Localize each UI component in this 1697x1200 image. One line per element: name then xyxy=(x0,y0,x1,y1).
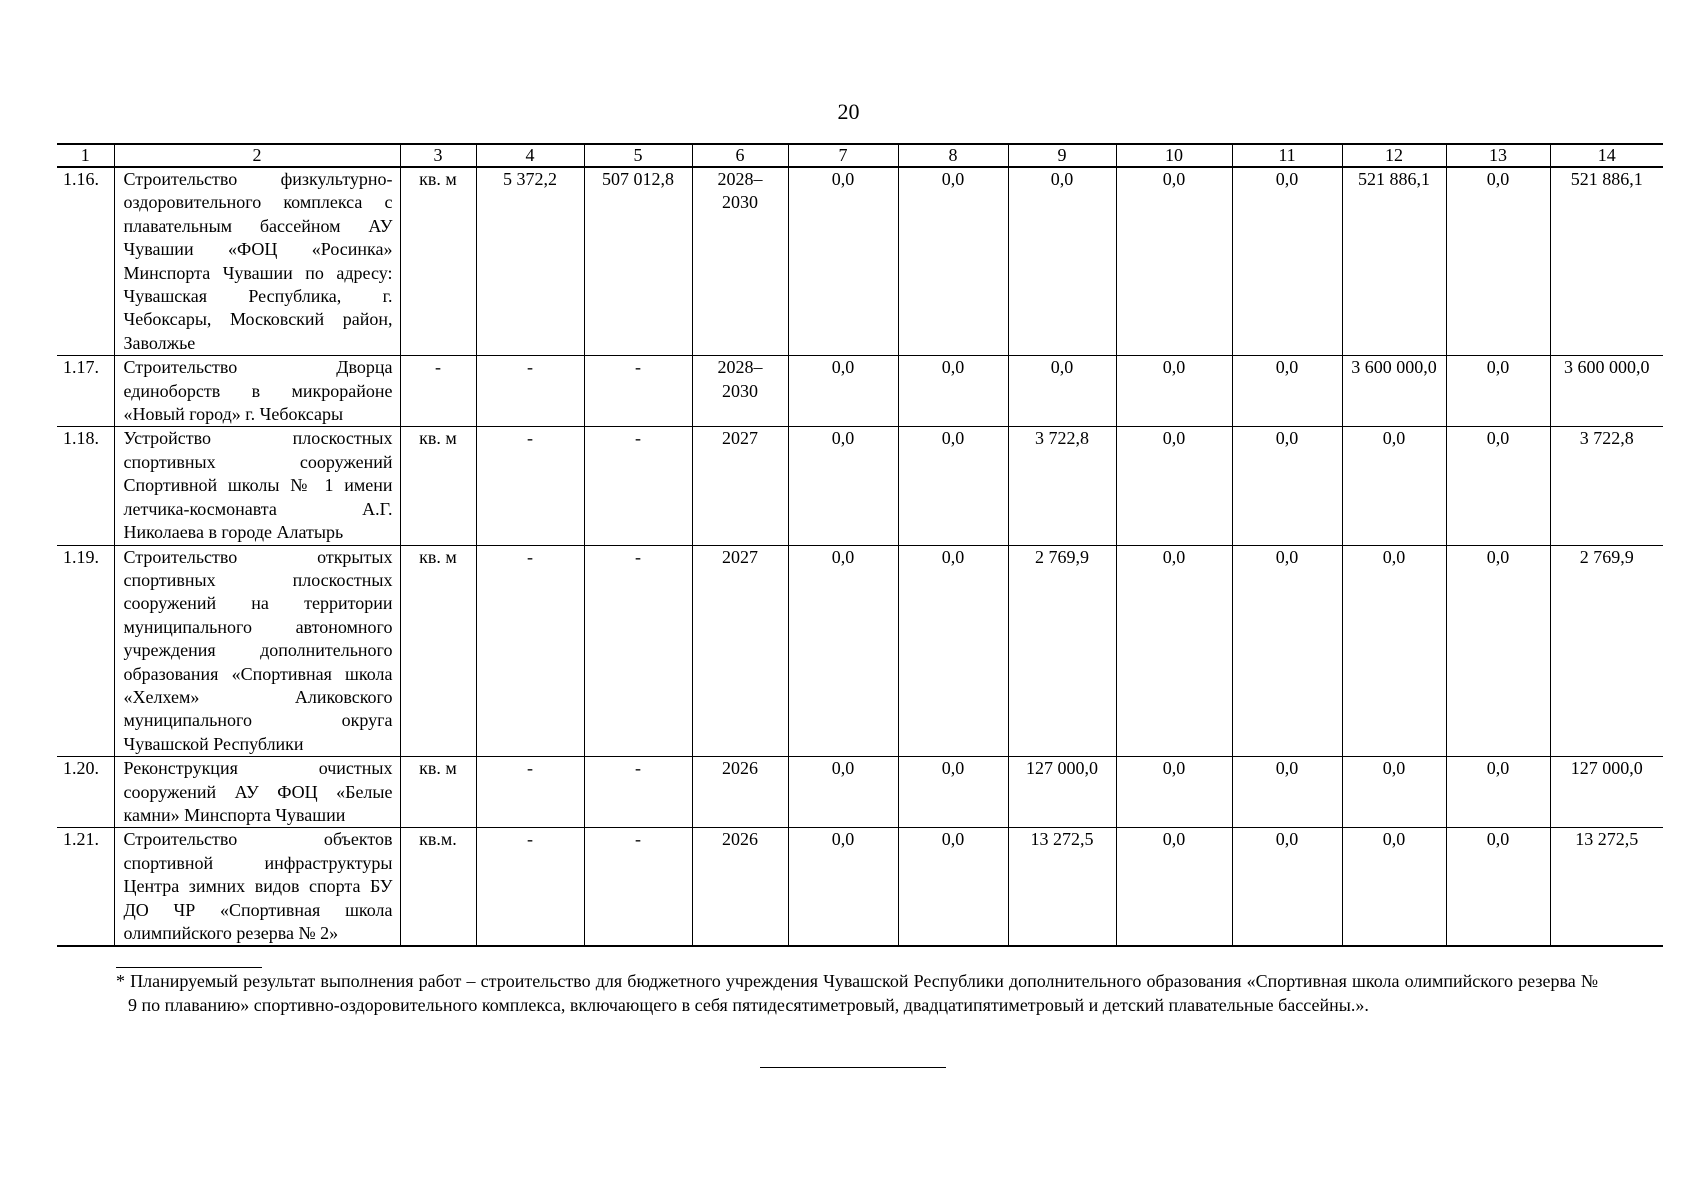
investment-table xyxy=(57,143,1663,947)
value-cell: 0,0 xyxy=(1342,757,1446,828)
page-number: 20 xyxy=(837,99,860,124)
value-cell: 0,0 xyxy=(1232,757,1342,828)
table-row xyxy=(57,828,1663,947)
value-cell: 0,0 xyxy=(1446,167,1550,356)
value-cell: 0,0 xyxy=(1232,356,1342,427)
value-cell: 0,0 xyxy=(1116,828,1232,947)
period-cell: 2026 xyxy=(692,757,788,828)
value-cell: 3 600 000,0 xyxy=(1342,356,1446,427)
value-cell: 0,0 xyxy=(898,757,1008,828)
footnote: * Планируемый результат выполнения работ – строительство для бюджетного учреждения Чувашской Республики дополнительного образования «Спортивная школа олимпийского резерва № 9 по плаванию» спортивно-оздоровительного комплекса, включающего в себя пятидесятиметровый, двадцатипятиметровый и детский плавательные бассейны.». xyxy=(116,971,1598,1015)
object-name: Реконструкция очистных сооружений АУ ФОЦ «Белые камни» Минспорта Чувашии xyxy=(114,757,400,828)
value-cell: 0,0 xyxy=(788,757,898,828)
row-number: 1.18. xyxy=(57,427,114,545)
value-cell: 0,0 xyxy=(1116,167,1232,356)
capacity-cell: - xyxy=(476,828,584,947)
unit-cell: кв. м xyxy=(400,427,476,545)
unit-cell: кв. м xyxy=(400,757,476,828)
value-cell: 0,0 xyxy=(788,545,898,757)
value-cell: 0,0 xyxy=(898,356,1008,427)
total-cell: 2 769,9 xyxy=(1550,545,1663,757)
value-cell: 0,0 xyxy=(1446,356,1550,427)
period-cell: 2028–2030 xyxy=(692,167,788,356)
object-name: Строительство открытых спортивных плоскостных сооружений на территории муниципального автономного учреждения дополнительного образования «Спортивная школа «Хелхем» Аликовского муниципального округа Чувашской Республики xyxy=(114,545,400,757)
column-header: 11 xyxy=(1232,144,1342,167)
unit-cell: кв. м xyxy=(400,545,476,757)
end-of-document-rule xyxy=(760,1067,946,1068)
capacity-cell: - xyxy=(476,427,584,545)
estimated-cost-cell: - xyxy=(584,356,692,427)
estimated-cost-cell: - xyxy=(584,545,692,757)
value-cell: 0,0 xyxy=(1008,167,1116,356)
total-cell: 521 886,1 xyxy=(1550,167,1663,356)
value-cell: 0,0 xyxy=(1446,757,1550,828)
period-cell: 2027 xyxy=(692,545,788,757)
footnote-separator xyxy=(116,967,262,968)
estimated-cost-cell: - xyxy=(584,757,692,828)
total-cell: 3 600 000,0 xyxy=(1550,356,1663,427)
value-cell: 0,0 xyxy=(898,167,1008,356)
value-cell: 0,0 xyxy=(898,828,1008,947)
value-cell: 0,0 xyxy=(1446,828,1550,947)
capacity-cell: 5 372,2 xyxy=(476,167,584,356)
value-cell: 0,0 xyxy=(788,356,898,427)
total-cell: 127 000,0 xyxy=(1550,757,1663,828)
value-cell: 0,0 xyxy=(898,427,1008,545)
column-header: 2 xyxy=(114,144,400,167)
column-header: 4 xyxy=(476,144,584,167)
table-row xyxy=(57,757,1663,828)
estimated-cost-cell: 507 012,8 xyxy=(584,167,692,356)
column-header: 8 xyxy=(898,144,1008,167)
column-header: 14 xyxy=(1550,144,1663,167)
row-number: 1.19. xyxy=(57,545,114,757)
value-cell: 0,0 xyxy=(1008,356,1116,427)
row-number: 1.17. xyxy=(57,356,114,427)
capacity-cell: - xyxy=(476,545,584,757)
value-cell: 0,0 xyxy=(1116,545,1232,757)
column-header: 9 xyxy=(1008,144,1116,167)
column-header: 5 xyxy=(584,144,692,167)
row-number: 1.16. xyxy=(57,167,114,356)
value-cell: 0,0 xyxy=(1342,545,1446,757)
value-cell: 0,0 xyxy=(1116,356,1232,427)
estimated-cost-cell: - xyxy=(584,828,692,947)
value-cell: 0,0 xyxy=(1342,427,1446,545)
table-row xyxy=(57,356,1663,427)
object-name: Строительство объектов спортивной инфраструктуры Центра зимних видов спорта БУ ДО ЧР «Спортивная школа олимпийского резерва № 2» xyxy=(114,828,400,947)
row-number: 1.21. xyxy=(57,828,114,947)
row-number: 1.20. xyxy=(57,757,114,828)
total-cell: 3 722,8 xyxy=(1550,427,1663,545)
value-cell: 0,0 xyxy=(1116,427,1232,545)
value-cell: 0,0 xyxy=(1342,828,1446,947)
table-row xyxy=(57,545,1663,757)
value-cell: 0,0 xyxy=(1446,427,1550,545)
column-header: 13 xyxy=(1446,144,1550,167)
column-header: 7 xyxy=(788,144,898,167)
value-cell: 0,0 xyxy=(898,545,1008,757)
table-row xyxy=(57,167,1663,356)
value-cell: 521 886,1 xyxy=(1342,167,1446,356)
value-cell: 0,0 xyxy=(1232,427,1342,545)
value-cell: 0,0 xyxy=(1446,545,1550,757)
value-cell: 127 000,0 xyxy=(1008,757,1116,828)
period-cell: 2027 xyxy=(692,427,788,545)
capacity-cell: - xyxy=(476,356,584,427)
value-cell: 13 272,5 xyxy=(1008,828,1116,947)
unit-cell: - xyxy=(400,356,476,427)
value-cell: 0,0 xyxy=(788,427,898,545)
total-cell: 13 272,5 xyxy=(1550,828,1663,947)
column-header: 3 xyxy=(400,144,476,167)
period-cell: 2028–2030 xyxy=(692,356,788,427)
column-header: 12 xyxy=(1342,144,1446,167)
value-cell: 3 722,8 xyxy=(1008,427,1116,545)
value-cell: 0,0 xyxy=(1232,167,1342,356)
table-row xyxy=(57,427,1663,545)
period-cell: 2026 xyxy=(692,828,788,947)
column-header: 10 xyxy=(1116,144,1232,167)
object-name: Строительство физкультурно-оздоровительного комплекса с плавательным бассейном АУ Чувашии «ФОЦ «Росинка» Минспорта Чувашии по адресу: Чувашская Республика, г. Чебоксары, Московский район, Заволжье xyxy=(114,167,400,356)
unit-cell: кв. м xyxy=(400,167,476,356)
value-cell: 0,0 xyxy=(1116,757,1232,828)
value-cell: 0,0 xyxy=(788,828,898,947)
object-name: Строительство Дворца единоборств в микрорайоне «Новый город» г. Чебоксары xyxy=(114,356,400,427)
unit-cell: кв.м. xyxy=(400,828,476,947)
value-cell: 0,0 xyxy=(1232,828,1342,947)
value-cell: 0,0 xyxy=(788,167,898,356)
column-header: 1 xyxy=(57,144,114,167)
capacity-cell: - xyxy=(476,757,584,828)
value-cell: 0,0 xyxy=(1232,545,1342,757)
object-name: Устройство плоскостных спортивных сооружений Спортивной школы № 1 имени летчика-космонавта А.Г. Николаева в городе Алатырь xyxy=(114,427,400,545)
column-header: 6 xyxy=(692,144,788,167)
column-number-row xyxy=(57,144,1663,167)
estimated-cost-cell: - xyxy=(584,427,692,545)
value-cell: 2 769,9 xyxy=(1008,545,1116,757)
